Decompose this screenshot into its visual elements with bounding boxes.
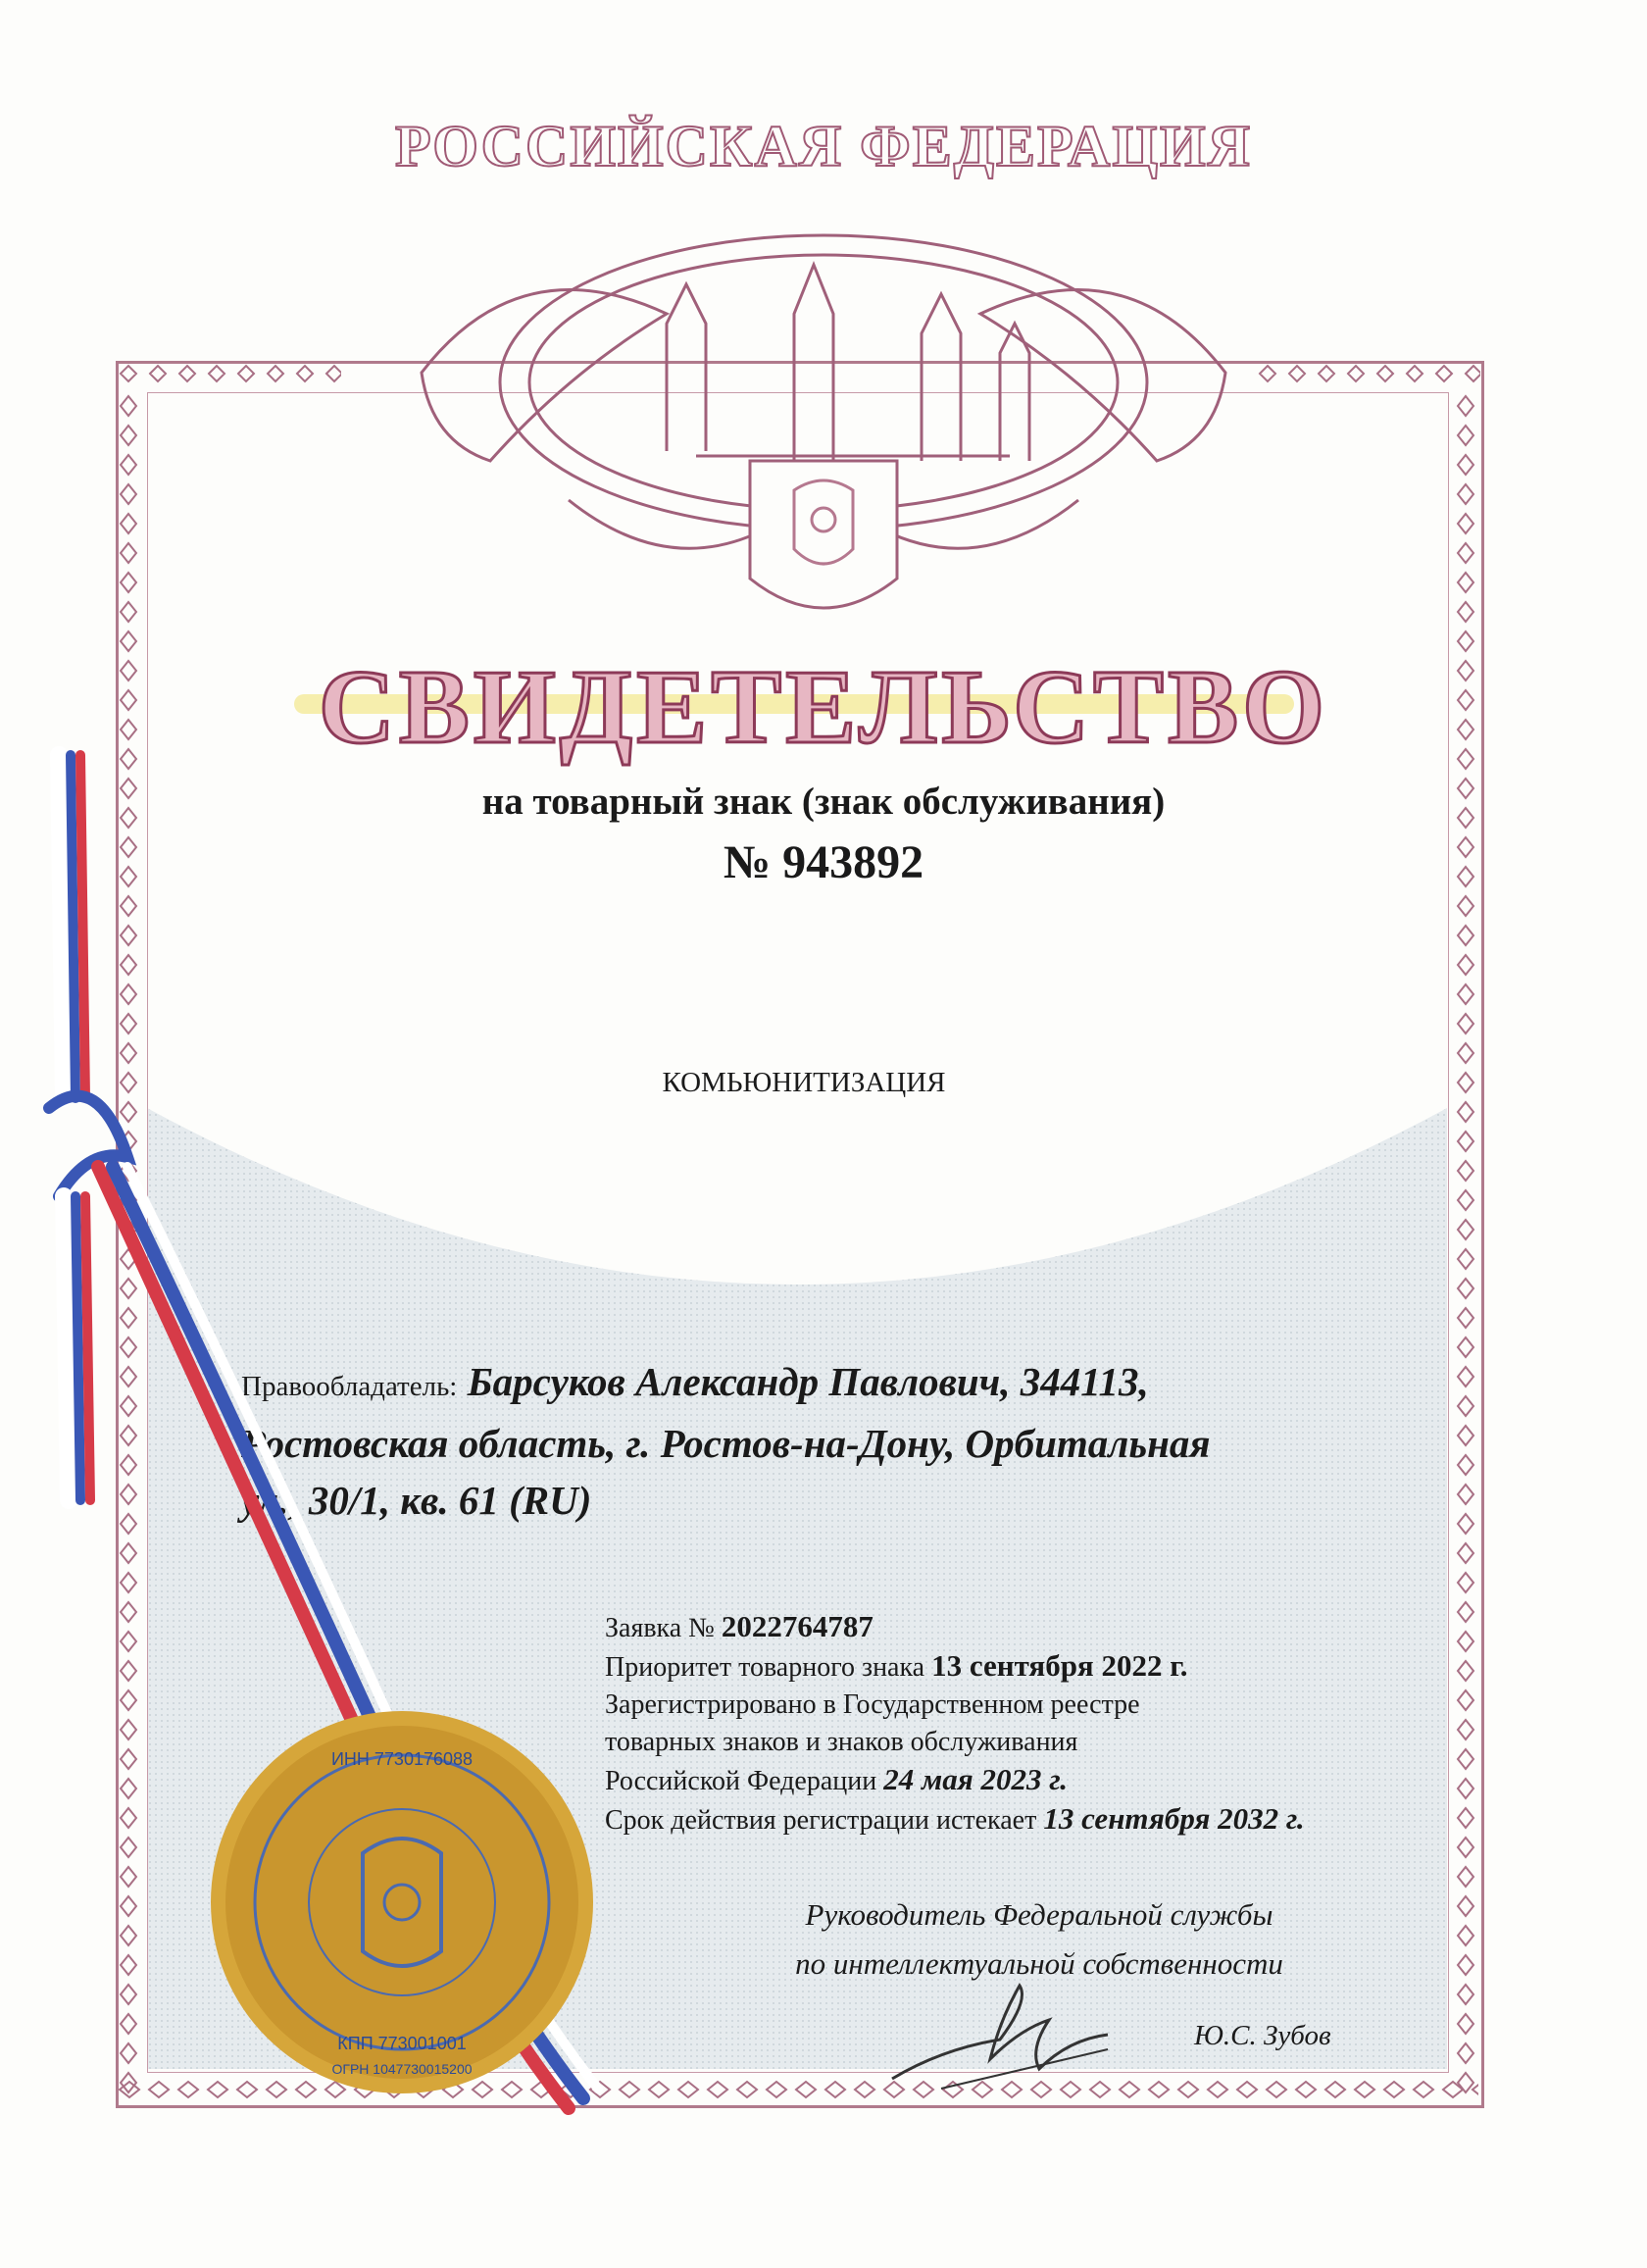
signatory-line-1: Руководитель Федеральной службы bbox=[805, 1897, 1273, 1932]
ornament-border-top-left bbox=[116, 361, 341, 386]
certificate-number: № 943892 bbox=[723, 836, 924, 888]
seal-ogrn: ОГРН 1047730015200 bbox=[331, 2061, 473, 2077]
registered-line-2: товарных знаков и знаков обслуживания bbox=[605, 1727, 1078, 1757]
registration-details bbox=[605, 1608, 1487, 1840]
expiry-date: 13 сентября 2032 г. bbox=[1043, 1801, 1305, 1836]
registered-date: 24 мая 2023 г. bbox=[883, 1762, 1068, 1796]
handwritten-signature bbox=[882, 1981, 1118, 2098]
expiry-row bbox=[605, 1800, 1487, 1840]
holder-line-2: Ростовская область, г. Ростов-на-Дону, Орбитальная bbox=[241, 1421, 1211, 1466]
ornament-border-top-right bbox=[1255, 361, 1480, 386]
seal-inn: ИНН 7730176088 bbox=[330, 1749, 474, 1769]
application-number: 2022764787 bbox=[721, 1609, 873, 1643]
rospatent-seal bbox=[206, 1706, 598, 2098]
kremlin-emblem-illustration bbox=[373, 206, 1274, 637]
signatory-line-2: по интеллектуальной собственности bbox=[795, 1946, 1283, 1981]
signatory-title bbox=[745, 1890, 1333, 1989]
seal-kpp: КПП 773001001 bbox=[337, 2034, 467, 2053]
country-title: РОССИЙСКАЯ ФЕДЕРАЦИЯ bbox=[394, 114, 1253, 178]
registered-line-1: Зарегистрировано в Государственном реестре bbox=[605, 1689, 1140, 1720]
expiry-label: Срок действия регистрации истекает bbox=[605, 1805, 1037, 1836]
signatory-name: Ю.С. Зубов bbox=[1194, 2020, 1331, 2051]
holder-label: Правообладатель: bbox=[241, 1371, 458, 1402]
holder-line-3: ул., 30/1, кв. 61 (RU) bbox=[241, 1478, 592, 1523]
holder-line-1: Барсуков Александр Павлович, 344113, bbox=[467, 1359, 1149, 1404]
application-label: Заявка № bbox=[605, 1613, 715, 1643]
certificate-title: СВИДЕТЕЛЬСТВО bbox=[318, 649, 1329, 766]
priority-label: Приоритет товарного знака bbox=[605, 1652, 925, 1683]
priority-date: 13 сентября 2022 г. bbox=[931, 1648, 1188, 1683]
application-row bbox=[605, 1608, 1487, 1647]
priority-row bbox=[605, 1647, 1487, 1687]
registered-line-3: Российской Федерации bbox=[605, 1766, 877, 1796]
trademark-name: КОМЬЮНИТИЗАЦИЯ bbox=[662, 1067, 946, 1098]
registered-row bbox=[605, 1761, 1487, 1800]
certificate-subtitle: на товарный знак (знак обслуживания) bbox=[481, 781, 1166, 823]
